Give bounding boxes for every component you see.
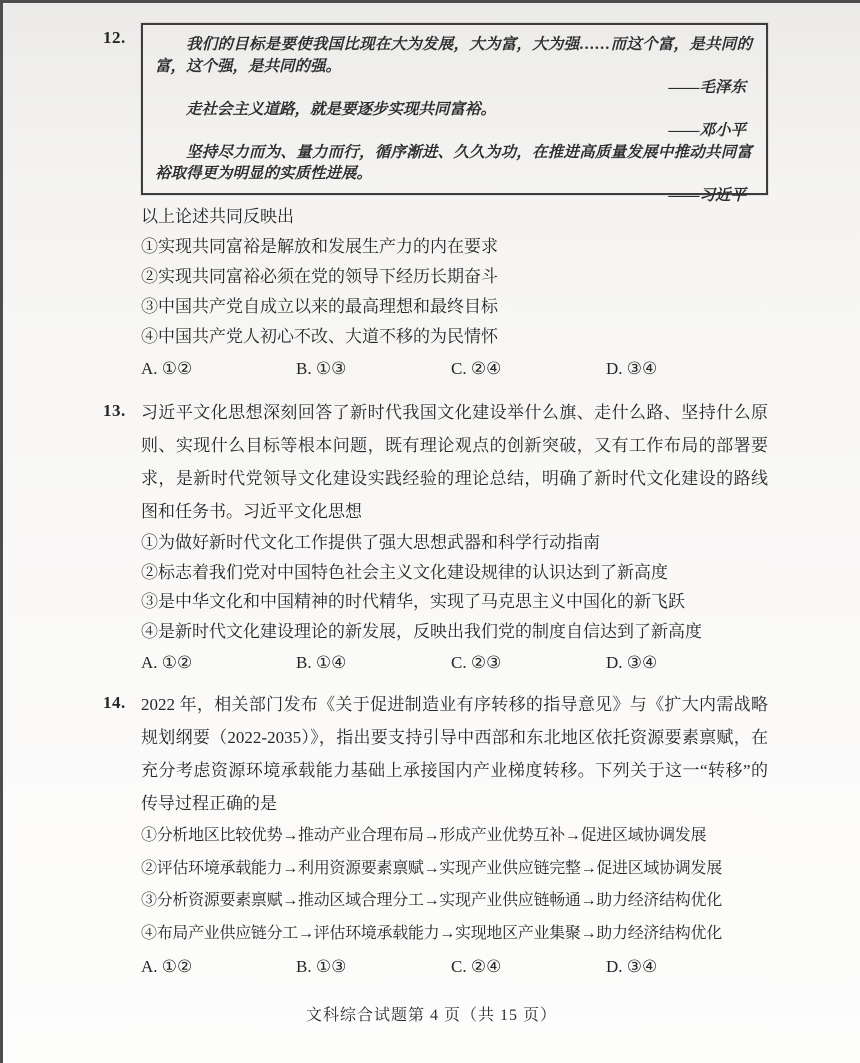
option-line: ②标志着我们党对中国特色社会主义文化建设规律的认识达到了新高度 bbox=[141, 562, 668, 582]
quote-deng-author: ——邓小平 bbox=[668, 122, 746, 139]
quote-box bbox=[141, 23, 768, 204]
page-footer: 文科综合试题第 4 页（共 15 页） bbox=[305, 1007, 557, 1024]
option-line: ④布局产业供应链分工→评估环境承载能力→实现地区产业集聚→助力经济结构优化 bbox=[141, 924, 722, 942]
question-14 bbox=[3, 688, 860, 982]
question-13-stem: 习近平文化思想深刻回答了新时代我国文化建设举什么旗、走什么路、坚持什么原则、实现什么目标等根本问题，既有理论观点的创新突破，又有工作布局的部署要求，是新时代党领导文化建设实践经验的理论总结，明确了新时代文化建设的路线图和任务书。习近平文化思想 bbox=[141, 403, 768, 521]
question-13-options bbox=[141, 528, 768, 646]
question-14-options bbox=[141, 820, 768, 950]
option-line: ①分析地区比较优势→推动产业合理布局→形成产业优势互补→促进区域协调发展 bbox=[141, 827, 707, 844]
option-line: ④是新时代文化建设理论的新发展，反映出我们党的制度自信达到了新高度 bbox=[141, 621, 702, 641]
question-12 bbox=[3, 23, 860, 384]
option-line: ③中国共产党自成立以来的最高理想和最终目标 bbox=[141, 297, 498, 316]
answer-choice-b: B. ①④ bbox=[296, 653, 347, 672]
answer-choice-a: A. ①② bbox=[141, 359, 193, 378]
question-14-number: 14. bbox=[103, 693, 126, 712]
option-line: ①实现共同富裕是解放和发展生产力的内在要求 bbox=[141, 237, 498, 256]
option-line: ④中国共产党人初心不改、大道不移的为民情怀 bbox=[141, 327, 498, 346]
quote-mao-author: ——毛泽东 bbox=[668, 79, 746, 96]
quote-deng-text: 走社会主义道路，就是要逐步实现共同富裕。 bbox=[186, 100, 497, 118]
answer-choice-a: A. ①② bbox=[141, 957, 193, 976]
quote-xi-author: ——习近平 bbox=[668, 186, 746, 204]
question-14-stem: 2022 年，相关部门发布《关于促进制造业有序转移的指导意见》与《扩大内需战略规划纲要（2022-2035）》，指出要支持引导中西部和东北地区依托资源要素禀赋，在充分考虑资源环境承载能力基础上承接国内产业梯度转移。下列关于这一“转移”的传导过程正确的是 bbox=[141, 695, 768, 813]
question-13 bbox=[3, 396, 860, 678]
question-14-answers bbox=[141, 951, 768, 982]
answer-choice-a: A. ①② bbox=[141, 653, 193, 672]
question-12-stem: 以上论述共同反映出 bbox=[141, 207, 294, 226]
answer-choice-d: D. ③④ bbox=[606, 359, 658, 378]
option-line: ③分析资源要素禀赋→推动区域合理分工→实现产业供应链畅通→助力经济结构优化 bbox=[141, 892, 722, 909]
answer-choice-d: D. ③④ bbox=[606, 653, 658, 672]
answer-choice-c: C. ②④ bbox=[451, 359, 502, 378]
answer-choice-b: B. ①③ bbox=[296, 359, 347, 378]
question-12-answers bbox=[141, 353, 768, 384]
answer-choice-d: D. ③④ bbox=[606, 957, 658, 976]
option-line: ②实现共同富裕必须在党的领导下经历长期奋斗 bbox=[141, 267, 498, 286]
question-12-number: 12. bbox=[103, 28, 126, 47]
question-12-options bbox=[141, 232, 768, 352]
quote-xi-text: 坚持尽力而为、量力而行，循序渐进、久久为功，在推进高质量发展中推动共同富裕取得更为明显的实质性进展。 bbox=[155, 143, 752, 182]
quote-mao-text: 我们的目标是要使我国比现在大为发展，大为富，大为强……而这个富，是共同的富，这个强，是共同的强。 bbox=[155, 36, 752, 75]
answer-choice-b: B. ①③ bbox=[296, 957, 347, 976]
question-13-answers bbox=[141, 647, 768, 678]
option-line: ③是中华文化和中国精神的时代精华，实现了马克思主义中国化的新飞跃 bbox=[141, 592, 685, 611]
option-line: ②评估环境承载能力→利用资源要素禀赋→实现产业供应链完整→促进区域协调发展 bbox=[141, 859, 722, 877]
answer-choice-c: C. ②③ bbox=[451, 653, 502, 672]
question-13-number: 13. bbox=[103, 401, 126, 420]
option-line: ①为做好新时代文化工作提供了强大思想武器和科学行动指南 bbox=[141, 533, 600, 552]
answer-choice-c: C. ②④ bbox=[451, 957, 502, 976]
